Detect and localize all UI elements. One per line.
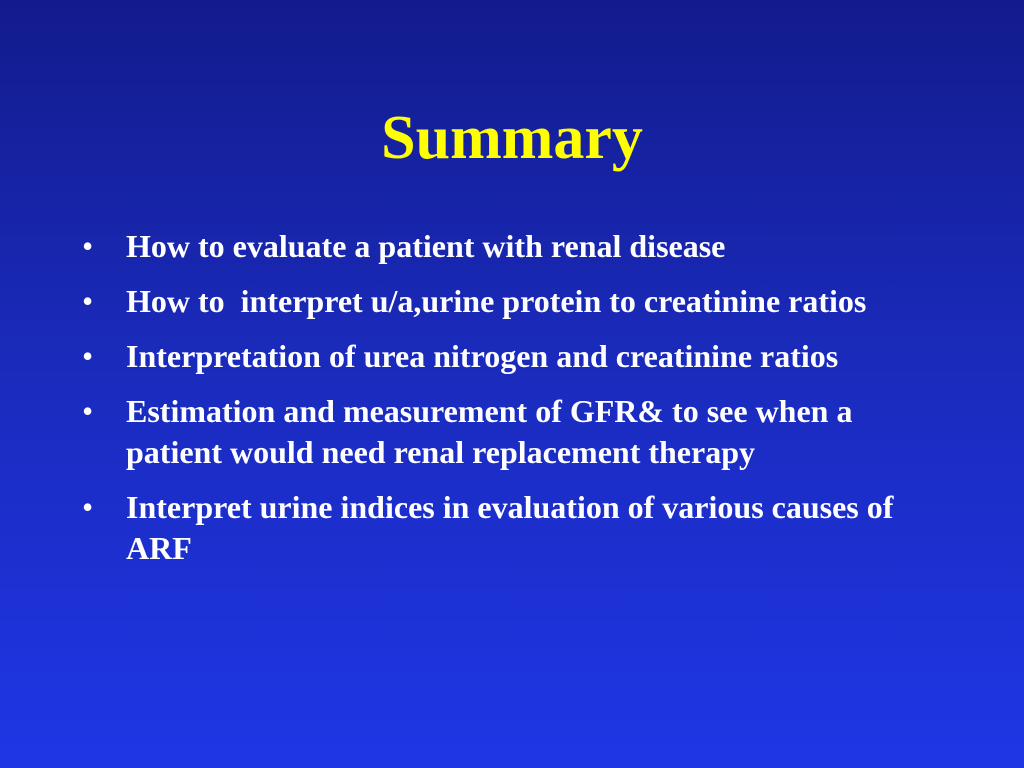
bullet-item bbox=[82, 391, 942, 473]
bullet-text: How to interpret u/a,urine protein to creatinine ratios bbox=[126, 283, 867, 319]
bullet-text: Estimation and measurement of GFR& to see when a patient would need renal replacement therapy bbox=[126, 393, 853, 470]
bullet-item bbox=[82, 281, 942, 322]
bullet-list bbox=[82, 226, 942, 583]
bullet-text: How to evaluate a patient with renal disease bbox=[126, 228, 726, 264]
bullet-icon: • bbox=[82, 283, 94, 319]
bullet-item bbox=[82, 487, 942, 569]
bullet-item bbox=[82, 226, 942, 267]
bullet-item bbox=[82, 336, 942, 377]
bullet-icon: • bbox=[82, 338, 94, 374]
bullet-icon: • bbox=[82, 228, 94, 264]
bullet-text: Interpret urine indices in evaluation of various causes of ARF bbox=[126, 489, 894, 566]
bullet-icon: • bbox=[82, 489, 94, 525]
slide-title: Summary bbox=[381, 104, 643, 172]
bullet-icon: • bbox=[82, 393, 94, 429]
bullet-text: Interpretation of urea nitrogen and creatinine ratios bbox=[126, 338, 839, 374]
